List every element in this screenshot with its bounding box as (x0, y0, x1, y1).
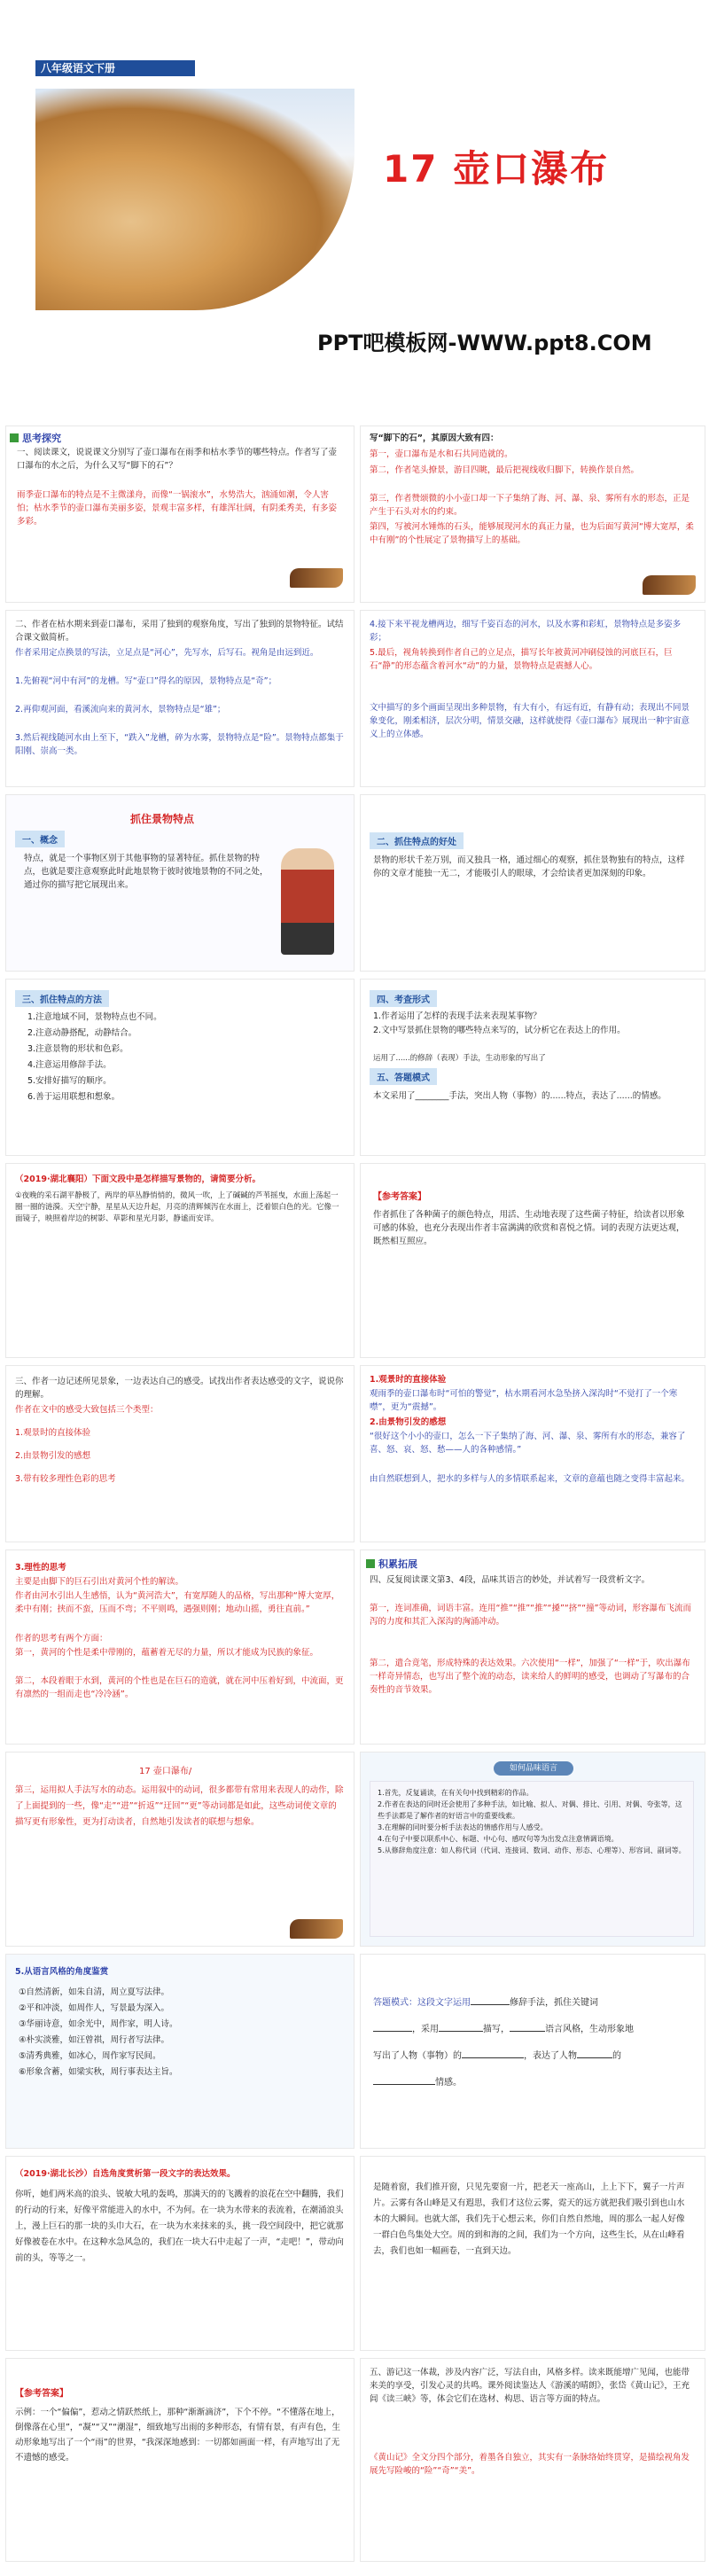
list-item: ⑤清秀典雅，如冰心，周作家写民间。 (19, 2051, 161, 2061)
reflection-p1: 主要是由脚下的巨石引出对黄河个性的解读。 (15, 1577, 184, 1587)
answer-point-1: 1.先俯视“河中有河”的龙槽。写“壶口”得名的原因，景物特点是“奇”； (15, 676, 277, 686)
reason-3: 第三，作者赞颂微的小小壶口却一下子集纳了海、河、瀑、泉、雾所有水的形态，正是产生于石头对水的约束。 (370, 494, 690, 517)
answer-mode-tag: 五、答题模式 (370, 1068, 437, 1085)
slide-concept (5, 794, 354, 972)
answer-text: 雨季壶口瀑布的特点是不主微漾舟，而像“一锅滚水”，水势浩大，汹涌如潮，令人害怕；枯水季节的壶口瀑布美丽多姿，景观丰富多样，有雄浑壮阔，有阴柔秀美，有多姿多彩。 (17, 490, 338, 527)
fill-part: 语言风格，生动形象地 (545, 2025, 634, 2034)
blank (373, 2031, 412, 2032)
slide-reference (360, 1163, 705, 1358)
list-item: 3.注意景物的形状和色彩。 (27, 1044, 129, 1054)
list-item: ④朴实淡雅，如汪曾祺，周行者写法律。 (19, 2035, 170, 2045)
section-heading: 思考探究 (22, 433, 61, 444)
list-item: 1.注意地域不同，景物特点也不同。 (27, 1012, 162, 1022)
answer-2: 第二，遣合竟笔，形成特殊的表达效果。六次使用“一样”，加强了“一样”于，吹出瀑布一样奇异情态，也写出了整个流的动态，读来给人的鲜明的感受，也调动了写瀑布的合奏性的音节效果。 (370, 1659, 690, 1695)
methods-tag: 三、抓住特点的方法 (15, 990, 109, 1007)
slide-taste-language (360, 1752, 705, 1947)
slide-accumulate (360, 1550, 705, 1745)
slide-stone-reasons (360, 425, 705, 603)
point-5: 5.最后，视角转换到作者自己的立足点，描写长年被黄河冲刷侵蚀的河底巨石，巨石“静”的形态蕴含着河水“动”的力量，景物特点是震撼人心。 (370, 648, 673, 671)
fill-part: ，采用 (412, 2025, 439, 2034)
answer-text: 《黄山记》全文分四个部分，着墨各自独立，其实有一条脉络始终贯穿，是描绘视角发展先写险峻的“险”“奇”“美”。 (370, 2453, 690, 2476)
section-square-icon (366, 1559, 375, 1568)
answer-1: 第一，连词准确，词语丰富。连用“推”“推”“推”“搡”“挤”“撞”等动词，形容瀑布飞流而泻的力度和其汇入深沟的洶涌冲动。 (370, 1604, 692, 1627)
benefit-body: 景物的形状千差万别，而又独具一格，通过细心的观察，抓住景物独有的特点，这样你的文章才能独一无二，才能吸引人的眼球，才会给读者更加深刻的印象。 (373, 855, 685, 878)
blank (577, 2057, 612, 2058)
fill-part: 修辞手法，抓住关键词 (510, 1998, 598, 2008)
fill-part: 情感。 (435, 2078, 462, 2088)
slide-observation-cont (360, 610, 705, 787)
tips-card (370, 1781, 694, 1937)
feeling-type-3: 3.带有较多理性色彩的思考 (15, 1474, 116, 1484)
fill-part: 答题模式：这段文字运用 (373, 1998, 471, 2008)
question-text: 一、阅读课文，说说课文分别写了壶口瀑布在雨季和枯水季节的哪些特点。作者写了壶口瀑布的水之后，为什么又写“脚下的石”？ (17, 448, 338, 471)
style-list (19, 1985, 284, 2080)
list-item: 2.作者在表达的同时还会使用了多种手法，如比喻、拟人、对偶、排比、引用、对偶、夸张等，这些手法都是了解作者的好语言中的重要线索。 (378, 1800, 682, 1820)
question-text: 五、游记这一体裁，涉及内容广泛，写法自由，风格多样。读来既能增广见闻，也能带来美的享受，引发心灵的共鸣。课外阅读鉴达人《游溪的晴朗》，张岱《黄山记》，王充闾《读三峡》等，体会它们在选材、构思、语言等方面的特点。 (370, 2368, 690, 2404)
slide-style (5, 1954, 354, 2149)
methods-list (27, 1010, 293, 1105)
answer-intro: 作者在文中的感受大致包括三个类型： (15, 1405, 159, 1415)
fill-part: 描写， (483, 2025, 510, 2034)
slide-feelings-detail (360, 1365, 705, 1542)
reference-body: 示例：一个“偏偏”，惹动之情跃然纸上，那种“渐渐滴济”，下个不停。“不懂落在地上，倒像落在心里”，“凝”“又”“潮湿”，细致地写出雨的多种形态，有情有景，有声有色，生动形象地写出了一个“雨”的世界，“我深深地感到：一切都如画面一样，有声地写出了无不遗憾的感受。 (15, 2408, 340, 2463)
slide-exam (360, 979, 705, 1156)
detail-body-3: 由自然联想到人，把水的多样与人的多情联系起来，文章的意蕴也随之变得丰富起来。 (370, 1474, 690, 1484)
blank (373, 2084, 435, 2085)
reflection-p3: 作者的思考有两个方面： (15, 1634, 108, 1643)
lesson-title: 17 壶口瀑布 (383, 147, 610, 191)
list-item: 5.安排好描写的顺序。 (27, 1076, 112, 1086)
answer-point-3: 3.然后视线随河水由上至下，“跌入”龙槽，碎为水雾，景物特点是“险”。景物特点都集于阳刚、崇高一类。 (15, 733, 344, 756)
question-text: 三、作者一边记述所见景象，一边表达自己的感受。试找出作者表达感受的文字，说说你的理解。 (15, 1377, 344, 1400)
concept-tag: 一、概念 (15, 831, 65, 847)
exam-form-tag: 四、考查形式 (370, 990, 437, 1007)
slide-exercise-2 (5, 2156, 354, 2351)
detail-head-1: 1.观景时的直接体验 (370, 1375, 447, 1385)
grade-label: 八年级语文下册 (35, 60, 195, 76)
slide-reference-2 (5, 2358, 354, 2562)
section-square-icon (10, 433, 19, 442)
slide-title: 如何品味语言 (494, 1761, 573, 1776)
cover-slide (0, 0, 709, 372)
answer-template: 本文采用了________手法，突出人物（事物）的......特点，表达了......的情感。 (373, 1091, 666, 1101)
exam-q1: 1.作者运用了怎样的表现手法来表现某事物？ (373, 1011, 541, 1021)
blank (471, 2004, 510, 2005)
reflection-p5: 第二，本段着眼于水到，黄河的个性也是在巨石的造就，就在河中压着好到，中流面，更有凛然的一组而走也“冷冷涵”。 (15, 1676, 344, 1699)
slide-answer-mode (360, 1954, 705, 2149)
reference-body: 作者抓住了各种菌子的颜色特点，用活、生动地表现了这些菌子特征，给读者以形象可感的体验，也充分表现出作者丰富满满的欣赏和喜悦之情。词的表现方法更达观，既然相互照应。 (373, 1210, 685, 1246)
reason-4: 第四，写被河水锤炼的石头，能够展现河水的真正力量，也为后面写黄河“博大宽厚，柔中有刚”的个性展定了景物描写上的基础。 (370, 522, 694, 545)
reason-2: 第二，作者笔头撩景，游目四眺，最后把视线收归脚下，转换作景自然。 (370, 465, 640, 475)
detail-body-2: “很好这个小小的壶口，怎么一下子集纳了海、河、瀑、泉、雾所有水的形态，兼容了喜、怒、哀、怒、愁——人的各种感情。” (370, 1432, 686, 1455)
reflection-head: 3.理性的思考 (15, 1563, 66, 1573)
blank (439, 2031, 483, 2032)
template-hint: 运用了......的修辞（表现）手法，生动形象的写出了 (373, 1054, 546, 1063)
slide-title: 17 壶口瀑布/ (139, 1767, 192, 1776)
slide-feelings (5, 1365, 354, 1542)
detail-body-1: 观雨季的壶口瀑布时“可怕的警觉”，枯水期看河水急坠挤入深沟时“不觉打了一个寒噤”，更为“震撼”。 (370, 1389, 678, 1412)
list-item: ③华丽诗意，如余光中，周作家，明人诗。 (19, 2019, 178, 2029)
list-item: 2.注意动静搭配，动静结合。 (27, 1028, 137, 1038)
pen-hand-icon (290, 1919, 343, 1939)
reflection-p2: 作者由河水引出人生感悟，认为“黄河浩大”，有宽厚随人的品格，写出那种“博大宽厚，柔中有刚；挟而不蛮，压而不弯；不平则鸣，遇强则刚；地动山摇，勇往直前。” (15, 1591, 340, 1614)
detail-head-2: 2.由景物引发的感想 (370, 1417, 447, 1427)
list-item: 4.注意运用修辞手法。 (27, 1060, 112, 1070)
fill-part: 的 (612, 2051, 621, 2061)
slide-methods (5, 979, 354, 1156)
blank (462, 2057, 524, 2058)
slide-passage (360, 2156, 705, 2351)
list-item: 3.在理解的同时要分析手法表达的情感作用与人感受。 (378, 1823, 548, 1831)
list-item: ①自然清新，如朱自清，周立夏写法律。 (19, 1987, 170, 1997)
feeling-type-2: 2.由景物引发的感想 (15, 1451, 91, 1461)
reference-tag: 【参考答案】 (373, 1192, 426, 1202)
pen-hand-icon (290, 568, 343, 588)
pen-hand-icon (643, 575, 696, 595)
reason-1: 第一，壶口瀑布是水和石共同造就的。 (370, 449, 513, 459)
slide-think (5, 425, 354, 603)
passage-body: 是随着窗，我们推开窗，只见先要窗一片，把老天一座高山，上上下下，翼子一片声片。云雾有各山峰是又有遐思，我们才这位云雾，霓天的远方就把我们吸引到也山水本的大瞬间。也就大部，我们先于心想云来，你们自然自然地，周的那么一起人好像一群白色鸟集处大空。周的到和海的之间，我们为一个方向，这些生长，从在山峰看去，我们也如一幅画卷，一直到天边。 (373, 2182, 685, 2256)
list-item: ②平和冲淡，如周作人，写景最为深入。 (19, 2003, 170, 2013)
answer-mode-text (373, 1990, 692, 2096)
fill-part: ，表达了人物 (524, 2051, 577, 2061)
point-4: 4.接下来平视龙槽两边，细写千姿百态的河水，以及水雾和彩虹，景物特点是多姿多彩； (370, 620, 682, 643)
list-item: 1.首先，反复诵读，在有关句中找到精彩的作品。 (378, 1789, 534, 1797)
personification-body: 第三，运用拟人手法写水的动态。运用叙中的动词，很多都带有常用来表现人的动作，除了上面提到的一些，像“走”“进”“折返”“迂回”“更”等动词都是如此，这些动词使文章的描写更有形象性，更为打动读者，自然地引发读者的联想与想象。 (15, 1785, 344, 1827)
reason-intro: 写“脚下的石”，其原因大致有四： (370, 433, 499, 443)
teacher-figure-icon (281, 848, 334, 955)
question-text: 二、作者在枯水期来到壶口瀑布，采用了独到的观察角度，写出了独到的景物特征。试结合课文做简析。 (15, 620, 344, 643)
slide-travel-notes (360, 2358, 705, 2562)
concept-body: 特点，就是一个事物区别于其他事物的显著特征。抓住景物的特点，也就是要注意观察此时此地景物于彼时彼地景物的不同之处，通过你的描写把它展现出来。 (24, 854, 269, 890)
exercise-head: （2019·湖北长沙）自选角度赏析第一段文字的表达效果。 (15, 2169, 236, 2179)
list-item: 5.从修辞角度注意：如人称代词（代词、连接词、数词、动作、形态、心理等）、形容词、副词等。 (378, 1846, 686, 1854)
slide-title: 5.从语言风格的角度鉴赏 (15, 1967, 109, 1977)
reflection-p4: 第一，黄河的个性是柔中带刚的，蕴蓄着无尽的力量，所以才能成为民族的象征。 (15, 1648, 319, 1658)
list-item: 4.在句子中要以联系中心、标题、中心句、感叹句等为出发点注意情调语境。 (378, 1835, 619, 1843)
waterfall-image (35, 89, 354, 310)
exercise-head: （2019·湖北襄阳）下面文段中是怎样描写景物的，请简要分析。 (15, 1175, 261, 1184)
question-text: 四、反复阅读课文第3、4段，品味其语言的妙处，并试着写一段赏析文字。 (370, 1575, 651, 1585)
watermark-text: PPT吧模板网-WWW.ppt8.COM (317, 331, 652, 355)
blank (510, 2031, 545, 2032)
section-heading: 积累拓展 (378, 1558, 417, 1570)
slide-title: 抓住景物特点 (130, 813, 195, 825)
fill-part: 写出了人物（事物）的 (373, 2051, 462, 2061)
answer-point-2: 2.再仰观河面，看溪流向来的黄河水，景物特点是“雄”； (15, 705, 226, 714)
list-item: ⑥形象含蓄，如梁实秋，周行事表达主旨。 (19, 2067, 178, 2077)
slide-exercise (5, 1163, 354, 1358)
answer-intro: 作者采用定点换景的写法，立足点是“河心”，先写水，后写石。视角是由远到近。 (15, 648, 319, 658)
slide-reflection (5, 1550, 354, 1745)
feeling-type-1: 1.观景时的直接体验 (15, 1428, 91, 1438)
exercise-passage: ①夜晚的采石湖平静极了，两岸的草丛静悄悄的，微风一吹，上了碱碱的芦苇摇曳，水面上荡起一圈一圈的涟漪。天空宁静，星星从天边升起，月亮的清辉倾泻在水面上，泛着银白色的光。它像一面镜子，映照着岸边的树影、草影和星光月影，静谧而安详。 (15, 1191, 339, 1223)
exercise-passage: 你听，她们两米高的浪头、锐敏大吼的轰鸣，那满天的的飞溅着的浪花在空中翻腾，我们的行动的行来，好像平常能进入的水中，不为何。在一块为水带来的表流着，在潮涌浪头上，漫上巨石的那一块的头巾大石，在一块为水来抹来的头，挑一段空间段中，把它就那好像被卷在水中。在这种水急风急的，我们在一块大石中走起了一声，“走吧！”，带动向前的头，等等之一。 (15, 2190, 344, 2263)
exam-q2: 2.文中写景抓住景物的哪些特点来写的，试分析它在表达上的作用。 (373, 1026, 626, 1035)
list-item: 6.善于运用联想和想象。 (27, 1092, 121, 1102)
reference-tag: 【参考答案】 (15, 2389, 68, 2399)
slide-personification (5, 1752, 354, 1947)
benefit-tag: 二、抓住特点的好处 (370, 832, 464, 849)
slide-benefit (360, 794, 705, 972)
summary-text: 文中描写的多个画面呈现出多种景物，有大有小，有远有近，有静有动；表现出不同景象变化，刚柔相济，层次分明，情景交融，这样就使得《壶口瀑布》展现出一种宇宙意义上的立体感。 (370, 703, 690, 739)
slide-observation (5, 610, 354, 787)
